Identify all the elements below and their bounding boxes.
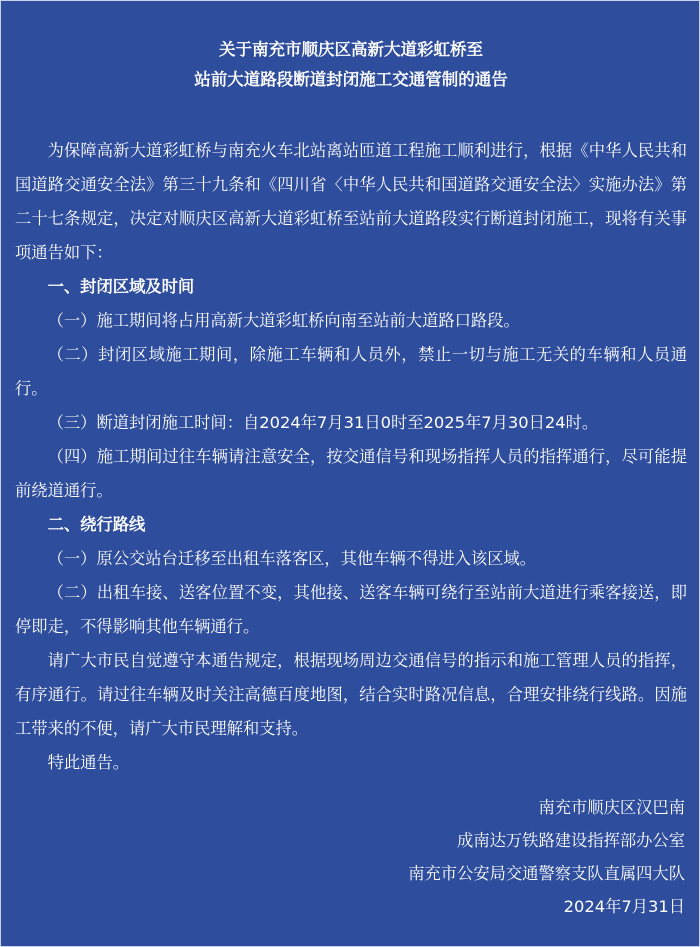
- notice-body: [15, 134, 687, 780]
- notice-title-line-2: 站前大道路段断道封闭施工交通管制的通告: [194, 70, 508, 89]
- section-2-item-1: （一）原公交站台迁移至出租车落客区，其他车辆不得进入该区域。: [47, 549, 537, 568]
- notice-title-line-1: 关于南充市顺庆区高新大道彩虹桥至: [219, 40, 483, 59]
- signature-org-3: 南充市公安局交通警察支队直属四大队: [408, 864, 685, 883]
- signature-org-2: 成南达万铁路建设指挥部办公室: [457, 831, 685, 850]
- signature-org-1: 南充市顺庆区汉巴南: [538, 798, 685, 817]
- signature-date: 2024年7月31日: [563, 897, 685, 916]
- signature-block: [408, 791, 685, 923]
- special-notice: 特此通告。: [47, 753, 130, 772]
- section-1-item-1: （一）施工期间将占用高新大道彩虹桥向南至站前大道路口路段。: [47, 311, 520, 330]
- section-2-heading: 二、绕行路线: [47, 515, 146, 534]
- closing-paragraph: 请广大市民自觉遵守本通告规定，根据现场周边交通信号的指示和施工管理人员的指挥，有序通行。请过往车辆及时关注高德百度地图，结合实时路况信息，合理安排绕行线路。因施工带来的不便，请广大市民理解和支持。: [15, 651, 687, 738]
- section-2-item-2: （二）出租车接、送客位置不变，其他接、送客车辆可绕行至站前大道进行乘客接送，即停即走，不得影响其他车辆通行。: [15, 583, 687, 636]
- section-1-item-2: （二）封闭区域施工期间，除施工车辆和人员外，禁止一切与施工无关的车辆和人员通行。: [15, 345, 687, 398]
- section-1-item-3: （三）断道封闭施工时间：自2024年7月31日0时至2025年7月30日24时。: [47, 413, 599, 432]
- intro-paragraph: 为保障高新大道彩虹桥与南充火车北站离站匝道工程施工顺利进行，根据《中华人民共和国道路交通安全法》第三十九条和《四川省〈中华人民共和国道路交通安全法〉实施办法》第二十七条规定，决定对顺庆区高新大道彩虹桥至站前大道路段实行断道封闭施工，现将有关事项通告如下：: [15, 141, 687, 262]
- section-1-heading: 一、封闭区域及时间: [47, 277, 195, 296]
- section-1-item-4: （四）施工期间过往车辆请注意安全，按交通信号和现场指挥人员的指挥通行，尽可能提前绕道通行。: [15, 447, 687, 500]
